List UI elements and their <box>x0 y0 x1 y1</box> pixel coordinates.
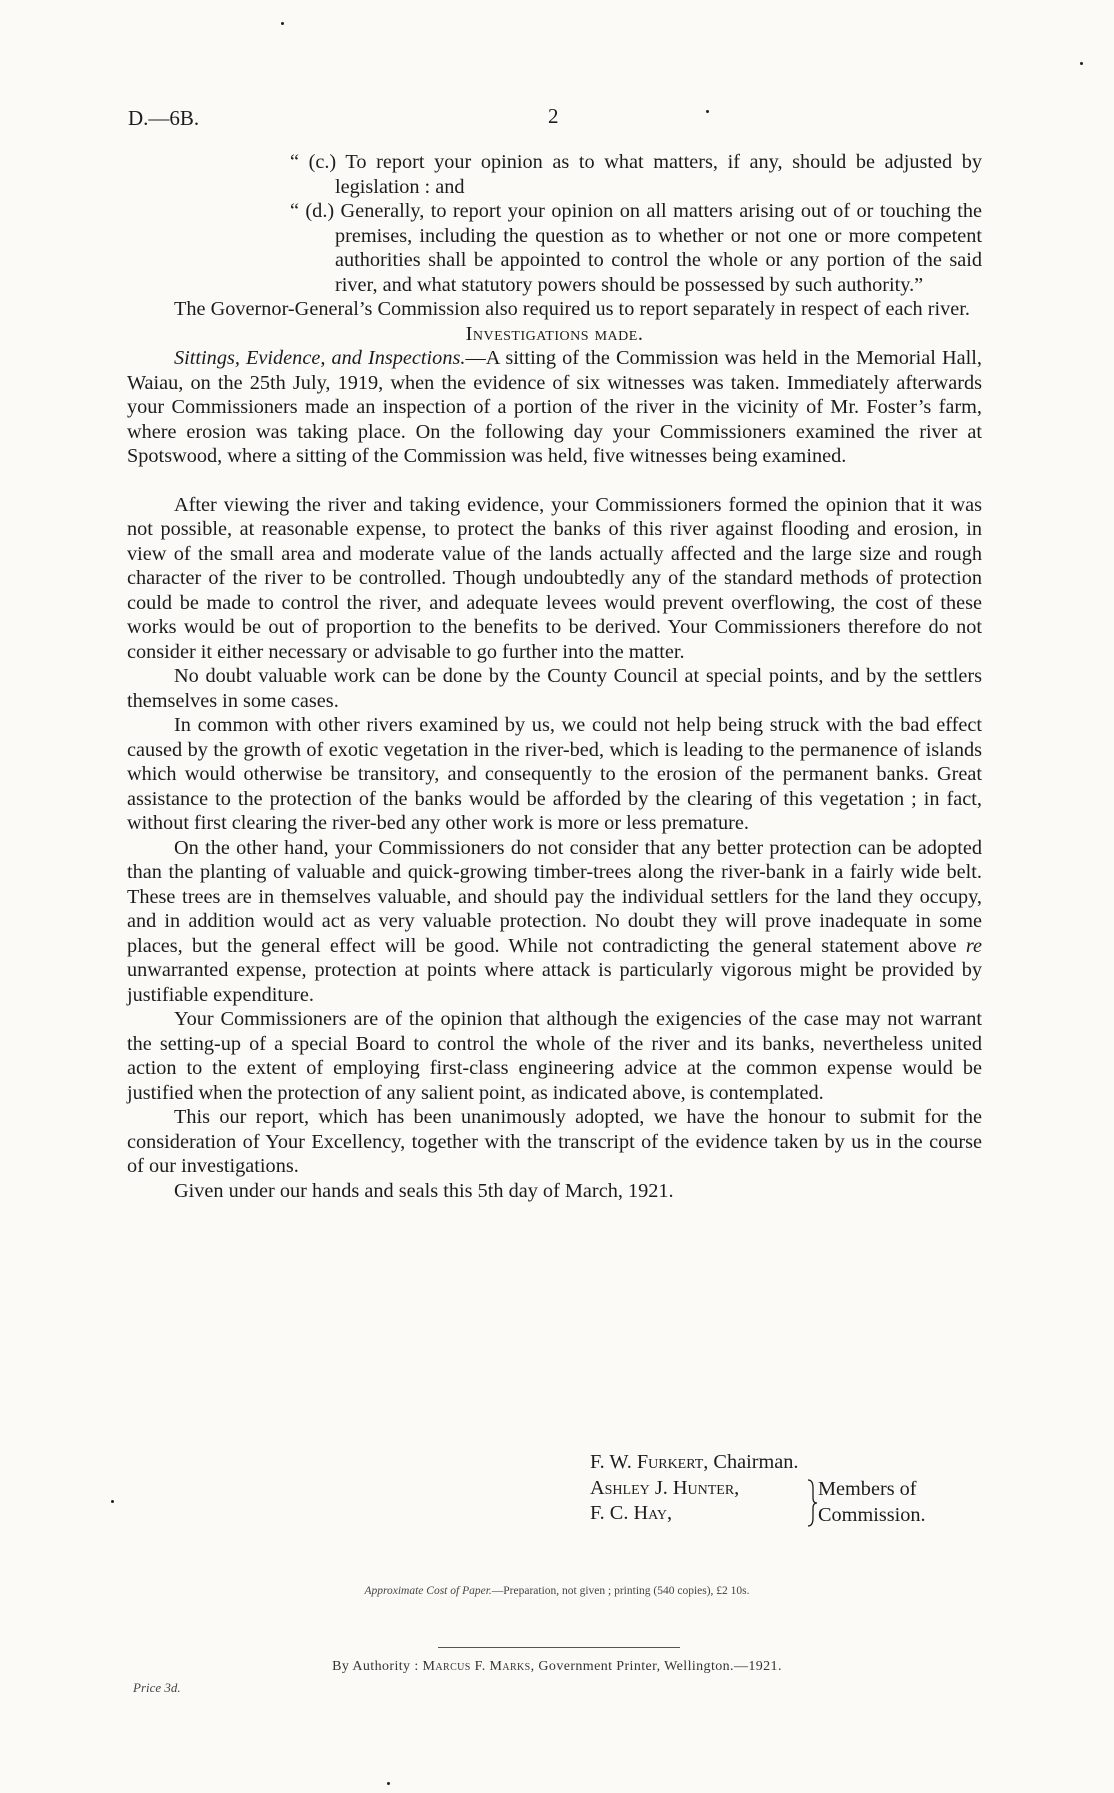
signature-member <box>590 1476 798 1502</box>
paragraph-given: Given under our hands and seals this 5th day of March, 1921. <box>174 1179 674 1202</box>
members-label <box>818 1477 926 1528</box>
paragraph-no-doubt: No doubt valuable work can be done by the County Council at special points, and by the settlers themselves in some cases. <box>127 665 982 712</box>
cost-text: —Preparation, not given ; printing (540 copies), £2 10s. <box>491 1585 750 1597</box>
cost-of-paper <box>0 1585 1114 1597</box>
members-line-2: Commission. <box>818 1503 926 1526</box>
signatory-name: F. W. Furkert, <box>590 1451 709 1473</box>
sittings-text: —A sitting of the Commission was held in the Memorial Hall, Waiau, on the 25th July, 1919, when the evidence of six witnesses was taken. Immediately afterwards your Commissioners made an inspection of a portion of the river in the vicinity of Mr. Foster’s farm, where erosion was taking place. On the following day your Commissioners examined the river at Spotswood, where a sitting of the Commission was held, five witnesses being examined. <box>127 347 982 467</box>
brace-icon <box>806 1478 818 1528</box>
paragraph-commission: The Governor-General’s Commission also required us to report separately in respect of each river. <box>174 298 970 320</box>
paragraph-other-hand <box>127 836 982 1008</box>
print-speck <box>387 1782 390 1785</box>
paragraph-report: This our report, which has been unanimously adopted, we have the honour to submit for the consideration of Your Excellency, together with the transcript of the evidence taken by us in the course of our investigations. <box>127 1106 982 1177</box>
printer-name: Marcus F. Marks, <box>422 1659 535 1674</box>
paragraph-in-common: In common with other rivers examined by us, we could not help being struck with the bad effect caused by the growth of exotic vegetation in the river-bed, which is leading to the permanence of islands which would otherwise be transitory, and consequently to the erosion of the permanent banks. Great assistance to the protection of the banks would be afforded by the clearing of this vegetation ; in fact, without first clearing the river-bed any other work is more or less premature. <box>127 714 982 834</box>
quote-d: “ (d.) Generally, to report your opinion on all matters arising out of or touching the premises, including the question as to whether or not one or more competent authorities shall be appointed to control the whole or any portion of the said river, and what statutory powers should be possessed by such authority.” <box>290 200 982 296</box>
signature-block <box>590 1450 798 1527</box>
other-hand-text-a: On the other hand, your Commissioners do not consider that any better protection can be adopted than the planting of valuable and quick-growing timber-trees along the river-bank in a fairly wide belt. These trees are in themselves valuable, and should pay the individual settlers for the land they occupy, and in addition would act as very valuable protection. No doubt they will prove inadequate in some places, but the general effect will be good. While not contradicting the general statement above <box>127 836 982 957</box>
paragraph-gap <box>127 469 982 493</box>
authority-prefix: By Authority : <box>332 1659 423 1674</box>
document-reference: D.—6B. <box>128 106 200 130</box>
quote-c: “ (c.) To report your opinion as to what matters, if any, should be adjusted by legislation : and <box>290 151 982 198</box>
cost-label: Approximate Cost of Paper. <box>364 1585 492 1597</box>
section-heading: Investigations made. <box>465 322 644 345</box>
signatory-name: F. C. Hay, <box>590 1502 673 1524</box>
other-hand-re: re <box>965 934 982 957</box>
paragraph-after-viewing: After viewing the river and taking evidence, your Commissioners formed the opinion that it was not possible, at reasonable expense, to protect the banks of this river against flooding and erosion, in view of the small area and moderate value of the lands actually affected and the large size and rough character of the river to be controlled. Though undoubtedly any of the standard methods of protection could be made to control the river, and adequate levees would prevent overflowing, the cost of these works would be out of proportion to the benefits to be derived. Your Commissioners therefore do not consider it either necessary or advisable to go further into the matter. <box>127 493 982 663</box>
signature-chairman <box>590 1450 798 1476</box>
print-speck <box>281 22 284 25</box>
signatory-role: Chairman. <box>708 1451 799 1473</box>
page-number: 2 <box>548 104 559 128</box>
paragraph-sittings <box>127 346 982 469</box>
print-speck <box>1080 62 1083 65</box>
sittings-label: Sittings, Evidence, and Inspections. <box>174 347 466 369</box>
print-speck <box>111 1500 114 1503</box>
printer-authority <box>0 1659 1114 1675</box>
price-label: Price 3d. <box>133 1680 181 1695</box>
paragraph-opinion: Your Commissioners are of the opinion that although the exigencies of the case may not warrant the setting-up of a special Board to control the whole of the river and its banks, nevertheless united action to the extent of employing first-class engineering advice at the common expense would be justified when the protection of any salient point, as indicated above, is contemplated. <box>127 1008 982 1104</box>
divider-rule <box>438 1647 680 1648</box>
signature-member <box>590 1501 798 1527</box>
authority-suffix: Government Printer, Wellington.—1921. <box>534 1659 782 1674</box>
report-body <box>127 150 982 1203</box>
print-speck <box>706 110 709 113</box>
signatory-name: Ashley J. Hunter, <box>590 1476 740 1499</box>
other-hand-text-b: unwarranted expense, protection at points where attack is particularly vigorous might be provided by justifiable expenditure. <box>127 959 982 1006</box>
members-line-1: Members of <box>818 1478 917 1500</box>
